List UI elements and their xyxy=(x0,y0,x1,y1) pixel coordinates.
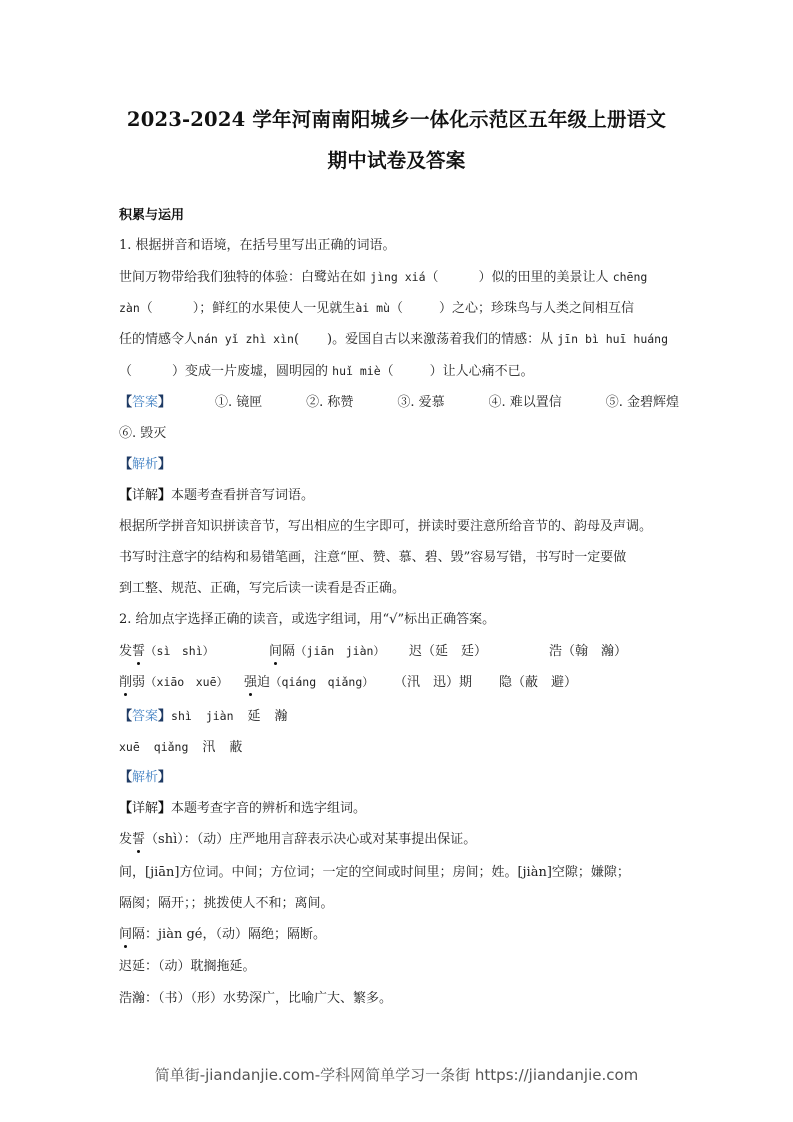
q2-prompt: 2. 给加点字选择正确的读音，或选字组词，用“√”标出正确答案。 xyxy=(119,612,496,627)
option-item: 削弱（xiāo xuē） xyxy=(119,675,228,690)
q2-explain-line-3: 隔阂；隔开；；挑拨使人不和；离间。 xyxy=(119,896,334,911)
q1-text-line-4 xyxy=(119,362,679,381)
text: ）变成一片废墟，圆明园的 xyxy=(172,364,333,379)
answer-item: ③. 爱慕 xyxy=(397,395,445,410)
detail-label: 【详解】 xyxy=(119,488,172,503)
option-item: 间隔（jiān jiàn） xyxy=(269,644,385,659)
text: )。爱国自古以来激荡着我们的情感：从 xyxy=(327,332,558,347)
q1-explain-line-1: 根据所学拼音知识拼读音节，写出相应的生字即可，拼读时要注意所给音节的、韵母及声调。 xyxy=(119,519,653,534)
option-item: 隐（蔽 避） xyxy=(499,675,578,690)
q2-explain-line-1: 发誓（shì）：（动）庄严地用言辞表示决心或对某事提出保证。 xyxy=(119,832,477,847)
detail-label: 【详解】 xyxy=(119,801,172,816)
q2-answer-line-2: xuē qiǎng 汛 蔽 xyxy=(119,740,243,755)
q1-detail: 【详解】本题考查看拼音写词语。 xyxy=(119,488,315,503)
q2-explain-line-5: 迟延：（动）耽搁拖延。 xyxy=(119,959,256,974)
option-item: （汛 迅）期 xyxy=(394,675,473,690)
section-heading: 积累与运用 xyxy=(119,208,185,223)
answer-item: ②. 称赞 xyxy=(306,395,354,410)
paren-open: （ xyxy=(119,364,133,379)
answer-item: ⑤. 金碧辉煌 xyxy=(605,395,679,410)
answer-label: 【答案】 xyxy=(119,709,172,724)
q2-options-row-1 xyxy=(119,642,679,661)
answer-label: 【答案】 xyxy=(119,395,172,410)
pinyin: zàn xyxy=(119,301,140,315)
q2-answer-line-1: 【答案】shì jiàn 延 瀚 xyxy=(119,709,288,724)
text: ）似的田里的美景让人 xyxy=(478,270,613,285)
answer-item: ①. 镜匣 xyxy=(214,395,263,410)
q1-explain-line-2: 书写时注意字的结构和易错笔画，注意“匣、赞、慕、碧、毁”容易写错，书写时一定要做 xyxy=(119,550,627,565)
option-item: 浩（翰 瀚） xyxy=(549,644,628,659)
q1-text-line-1 xyxy=(119,268,679,287)
text: ）让人心痛不已。 xyxy=(429,364,534,379)
document-title-line2: 期中试卷及答案 xyxy=(327,149,466,172)
q2-analysis-label: 【解析】 xyxy=(119,770,172,785)
paren-open: （ xyxy=(139,301,153,316)
paren-open: （ xyxy=(380,364,394,379)
pinyin: nán yǐ zhì xìn xyxy=(197,332,294,346)
document-title-line1: 2023-2024 学年河南南阳城乡一体化示范区五年级上册语文 xyxy=(126,108,667,131)
q1-answer-line xyxy=(119,394,679,412)
q1-text-line-2 xyxy=(119,299,679,318)
q1-prompt: 1. 根据拼音和语境，在括号里写出正确的词语。 xyxy=(119,238,396,253)
answer-item: ④. 难以置信 xyxy=(488,395,562,410)
paren-open: （ xyxy=(425,270,439,285)
answer-item: ⑥. 毁灭 xyxy=(119,426,167,441)
q2-explain-line-2: 间，[jiān]方位词。中间；方位词；一定的空间或时间里；房间；姓。[jiàn]空隙；嫌隙； xyxy=(119,865,630,880)
option-item: 强迫（qiáng qiǎng） xyxy=(244,675,374,690)
q1-analysis-label: 【解析】 xyxy=(119,457,172,472)
option-item: 发誓（sì shì） xyxy=(119,644,215,659)
q2-explain-line-4: 间隔：jiàn gé，（动）隔绝；隔断。 xyxy=(119,927,326,942)
q1-explain-line-3: 到工整、规范、正确，写完后读一读看是否正确。 xyxy=(119,581,406,596)
pinyin: ài mù xyxy=(355,301,390,315)
paren-open: ( xyxy=(293,332,300,347)
q2-explain-line-6: 浩瀚：（书）（形）水势深广，比喻广大、繁多。 xyxy=(119,991,393,1006)
text: 任的情感令人 xyxy=(119,332,198,347)
footer-watermark: 简单街-jiandanjie.com-学科网简单学习一条街 https://jiandanjie.com xyxy=(154,1066,639,1084)
option-item: 迟（延 廷） xyxy=(409,644,488,659)
pinyin: huǐ miè xyxy=(332,364,381,378)
text: ）；鲜红的水果使人一见就生 xyxy=(192,301,356,316)
pinyin: chēng xyxy=(612,270,648,284)
text: ）之心；珍珠鸟与人类之间相互信 xyxy=(438,301,634,316)
q1-text-line-3 xyxy=(119,330,679,349)
paren-open: （ xyxy=(389,301,403,316)
text: 世间万物带给我们独特的体验：白鹭站在如 xyxy=(119,270,371,285)
q2-detail: 【详解】本题考查字音的辨析和选字组词。 xyxy=(119,801,367,816)
pinyin: jìng xiá xyxy=(370,270,426,284)
q2-options-row-2 xyxy=(119,673,679,692)
pinyin: jīn bì huī huáng xyxy=(557,332,669,346)
